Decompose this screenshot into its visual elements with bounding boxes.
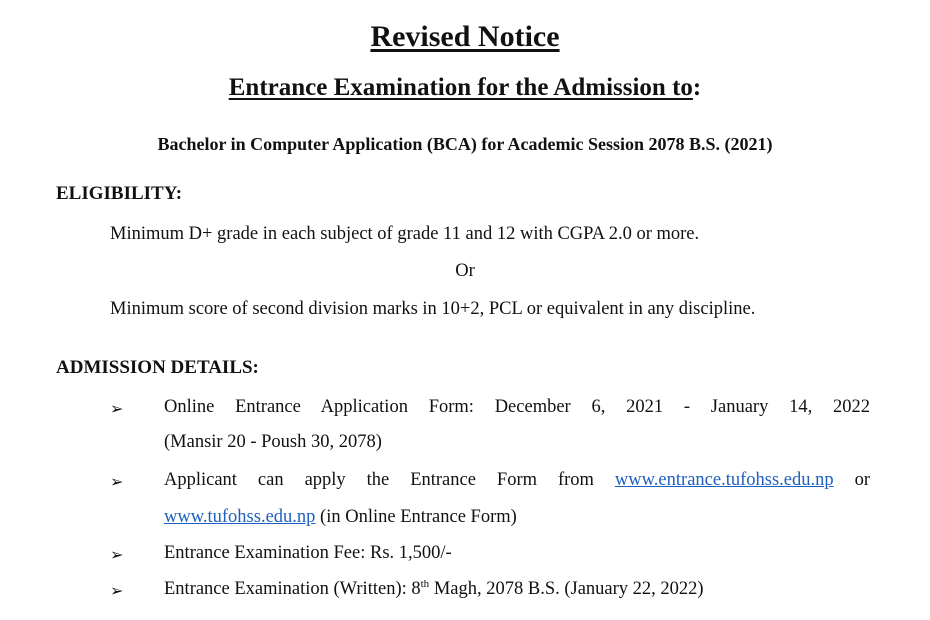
exam-date-ordinal: th	[420, 577, 430, 590]
program-title: Bachelor in Computer Application (BCA) for Academic Session 2078 B.S. (2021)	[157, 134, 773, 154]
notice-title: Revised Notice	[370, 20, 560, 53]
admission-item-application-form-nepali-dates: (Mansir 20 - Poush 30, 2078)	[164, 432, 382, 452]
admission-item-application-form: Online Entrance Application Form: December 6, 2021 - January 14, 2022	[164, 397, 870, 417]
bullet-arrow-icon: ➢	[110, 583, 124, 600]
admission-heading: ADMISSION DETAILS:	[56, 357, 259, 378]
online-form-note: (in Online Entrance Form)	[320, 507, 517, 527]
eligibility-line-2: Minimum score of second division marks in 10+2, PCL or equivalent in any discipline.	[110, 299, 756, 319]
apply-from-text: Applicant can apply the Entrance Form from	[164, 470, 594, 490]
admission-item-fee: Entrance Examination Fee: Rs. 1,500/-	[164, 543, 452, 563]
entrance-website-link[interactable]: www.entrance.tufohss.edu.np	[614, 470, 834, 490]
eligibility-or: Or	[455, 261, 475, 281]
apply-or-text: or	[854, 470, 871, 490]
bullet-arrow-icon: ➢	[110, 547, 124, 564]
exam-date-prefix: Entrance Examination (Written): 8	[164, 579, 421, 599]
bullet-arrow-icon: ➢	[110, 474, 124, 491]
subtitle-colon: :	[692, 74, 702, 101]
admission-item-apply-from	[164, 470, 870, 491]
eligibility-heading: ELIGIBILITY:	[56, 183, 183, 204]
bullet-arrow-icon: ➢	[110, 401, 124, 418]
faculty-website-link[interactable]: www.tufohss.edu.np	[164, 507, 316, 527]
notice-subtitle	[0, 74, 930, 102]
admission-item-exam-date	[164, 579, 870, 600]
eligibility-line-1: Minimum D+ grade in each subject of grade 11 and 12 with CGPA 2.0 or more.	[110, 224, 700, 244]
admission-item-apply-from-continued	[164, 507, 870, 528]
exam-date-suffix: Magh, 2078 B.S. (January 22, 2022)	[433, 579, 704, 599]
subtitle-text: Entrance Examination for the Admission to	[228, 74, 693, 101]
